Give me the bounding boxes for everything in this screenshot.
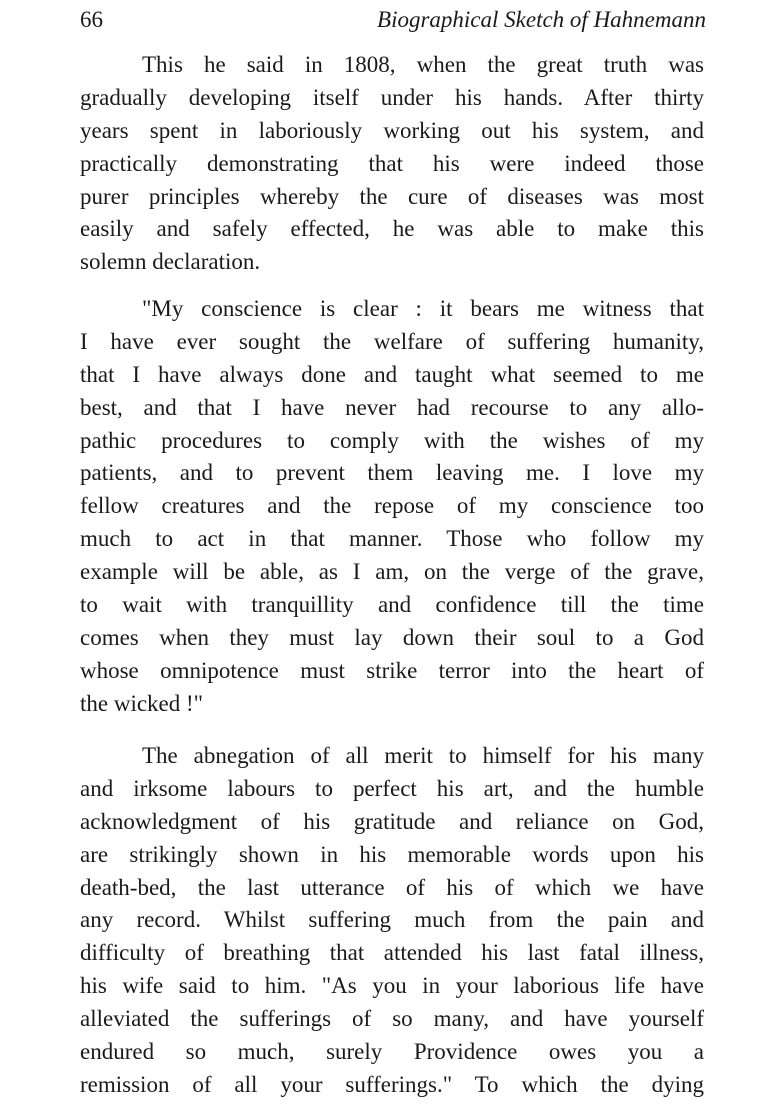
text-line: that I have always done and taught what seemed to me	[80, 361, 704, 387]
paragraph-3	[80, 740, 704, 1102]
text-line: are strikingly shown in his memorable words upon his	[80, 841, 704, 867]
text-line: the wicked !"	[80, 690, 204, 716]
text-line: fellow creatures and the repose of my conscience too	[80, 493, 704, 519]
text-line: This he said in 1808, when the great truth was	[142, 52, 704, 77]
text-line: practically demonstrating that his were indeed those	[80, 150, 704, 176]
page-header	[80, 4, 706, 36]
text-line: pathic procedures to comply with the wishes of my	[80, 427, 704, 453]
text-line: comes when they must lay down their soul to a God	[80, 624, 704, 650]
text-line: acknowledgment of his gratitude and reliance on God,	[80, 808, 704, 834]
text-line: gradually developing itself under his hands. After thirty	[80, 84, 704, 110]
text-line: The abnegation of all merit to himself for his many	[142, 743, 704, 768]
text-line: and irksome labours to perfect his art, and the humble	[80, 775, 704, 801]
page-number: 66	[80, 7, 103, 32]
text-line: purer principles whereby the cure of diseases was most	[80, 183, 704, 209]
text-line: his wife said to him. "As you in your laborious life have	[80, 973, 704, 999]
text-line: solemn declaration.	[80, 249, 261, 275]
text-line: example will be able, as I am, on the verge of the grave,	[80, 559, 704, 585]
text-line: whose omnipotence must strike terror into the heart of	[80, 657, 704, 683]
text-line: endured so much, surely Providence owes you a	[80, 1039, 704, 1065]
text-line: patients, and to prevent them leaving me. I love my	[80, 460, 704, 486]
text-line: death-bed, the last utterance of his of which we have	[80, 874, 704, 900]
paragraph-2-quote	[80, 293, 704, 721]
text-line: easily and safely effected, he was able to make this	[80, 216, 704, 242]
text-line: remission of all your sufferings." To which the dying	[80, 1071, 704, 1097]
running-title: Biographical Sketch of Hahnemann	[377, 7, 706, 32]
text-line: "My conscience is clear : it bears me witness that	[142, 296, 704, 321]
text-line: to wait with tranquillity and confidence till the time	[80, 592, 704, 618]
paragraph-1	[80, 49, 704, 279]
text-line: years spent in laboriously working out his system, and	[80, 117, 704, 143]
text-line: difficulty of breathing that attended his last fatal illness,	[80, 940, 704, 966]
text-line: any record. Whilst suffering much from the pain and	[80, 907, 704, 933]
text-line: I have ever sought the welfare of suffering humanity,	[80, 328, 704, 354]
text-line: best, and that I have never had recourse to any allo-	[80, 394, 704, 420]
text-line: alleviated the sufferings of so many, and have yourself	[80, 1006, 704, 1032]
text-line: much to act in that manner. Those who follow my	[80, 526, 704, 552]
